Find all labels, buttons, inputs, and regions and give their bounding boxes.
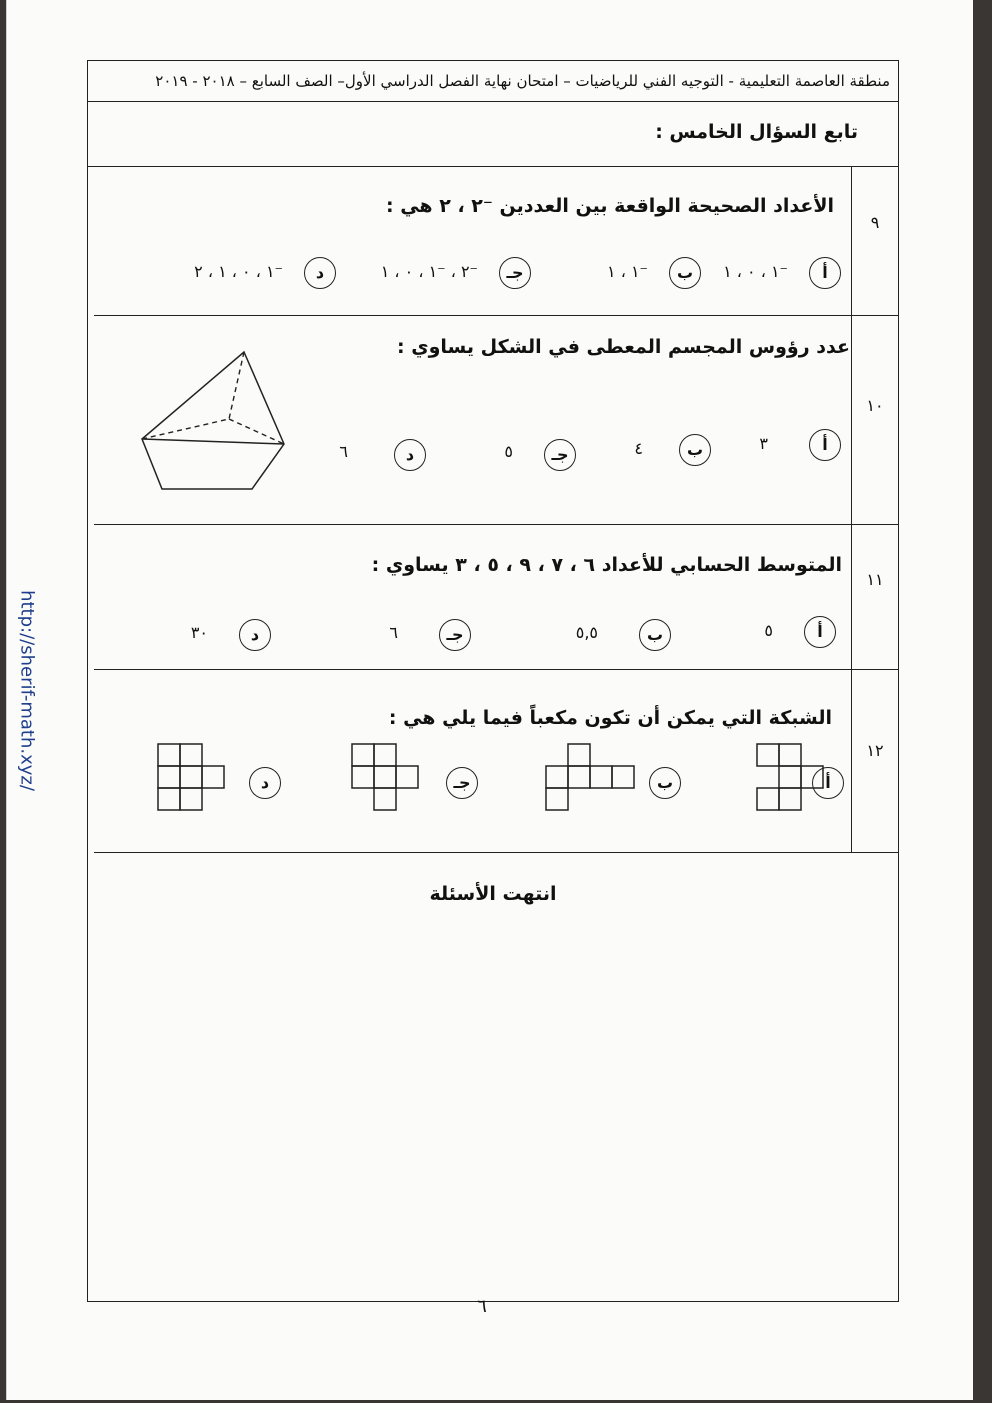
option-label[interactable]: ب xyxy=(649,767,681,799)
option-value: ⁻١ ، ١ xyxy=(607,262,648,281)
cube-net-d xyxy=(158,744,224,810)
question-number: ٩ xyxy=(870,213,880,232)
subheading: تابع السؤال الخامس : xyxy=(655,121,858,143)
option-label[interactable]: أ xyxy=(809,429,841,461)
exam-header: منطقة العاصمة التعليمية - التوجيه الفني للرياضيات – امتحان نهاية الفصل الدراسي الأول– الصف السابع – ٢٠١٨ - ٢٠١٩ xyxy=(88,61,898,102)
question-row-9 xyxy=(94,166,898,316)
page-number: ٦ xyxy=(477,1296,487,1317)
option-label[interactable]: ب xyxy=(669,257,701,289)
question-text: المتوسط الحسابي للأعداد ٦ ، ٧ ، ٩ ، ٥ ، ٣ يساوي : xyxy=(371,554,842,576)
question-number-cell xyxy=(851,167,898,315)
option-label[interactable]: د xyxy=(394,439,426,471)
option-label[interactable]: جـ xyxy=(446,767,478,799)
option-label[interactable]: جـ xyxy=(439,619,471,651)
end-of-questions: انتهت الأسئلة xyxy=(429,883,557,905)
question-row-12 xyxy=(94,669,898,853)
question-number-cell xyxy=(851,669,898,852)
option-label[interactable]: أ xyxy=(812,767,844,799)
cube-net-b xyxy=(546,744,634,810)
option-value: ٥ xyxy=(504,442,513,461)
exam-frame xyxy=(87,60,899,1302)
exam-page xyxy=(6,0,973,1400)
option-value: ٣ xyxy=(759,434,768,453)
option-label[interactable]: د xyxy=(239,619,271,651)
option-label[interactable]: د xyxy=(304,257,336,289)
question-text: الأعداد الصحيحة الواقعة بين العددين ⁻٢ ، ٢ هي : xyxy=(386,195,834,217)
question-number-cell xyxy=(851,314,898,524)
option-value: ⁻٢ ، ⁻١ ، ٠ ، ١ xyxy=(380,262,478,281)
option-label[interactable]: جـ xyxy=(499,257,531,289)
option-value: ⁻١ ، ٠ ، ١ xyxy=(723,262,788,281)
option-value: ⁻١ ، ٠ ، ١ ، ٢ xyxy=(194,262,283,281)
option-label[interactable]: أ xyxy=(804,616,836,648)
question-row-10 xyxy=(94,314,898,525)
option-value: ٣٠ xyxy=(190,623,208,642)
option-label[interactable]: أ xyxy=(809,257,841,289)
cube-net-c xyxy=(352,744,418,810)
option-value: ٤ xyxy=(634,439,643,458)
question-text: الشبكة التي يمكن أن تكون مكعباً فيما يلي هي : xyxy=(388,707,832,729)
option-label[interactable]: جـ xyxy=(544,439,576,471)
watermark-url: http://sherif-math.xyz/ xyxy=(16,590,38,791)
question-number: ١٢ xyxy=(866,741,884,760)
option-label[interactable]: ب xyxy=(639,619,671,651)
question-number: ١٠ xyxy=(866,396,884,415)
option-value: ٦ xyxy=(339,442,348,461)
option-value: ٥ xyxy=(764,621,773,640)
question-row-11 xyxy=(94,524,898,670)
option-label[interactable]: د xyxy=(249,767,281,799)
solid-figure xyxy=(134,344,294,494)
subheading-box xyxy=(88,101,898,167)
option-value: ٦ xyxy=(389,623,398,642)
option-value: ٥,٥ xyxy=(575,623,598,642)
question-number: ١١ xyxy=(866,570,884,589)
question-number-cell xyxy=(851,524,898,669)
option-label[interactable]: ب xyxy=(679,434,711,466)
cube-net-a xyxy=(757,744,823,810)
question-text: عدد رؤوس المجسم المعطى في الشكل يساوي : xyxy=(396,336,850,358)
